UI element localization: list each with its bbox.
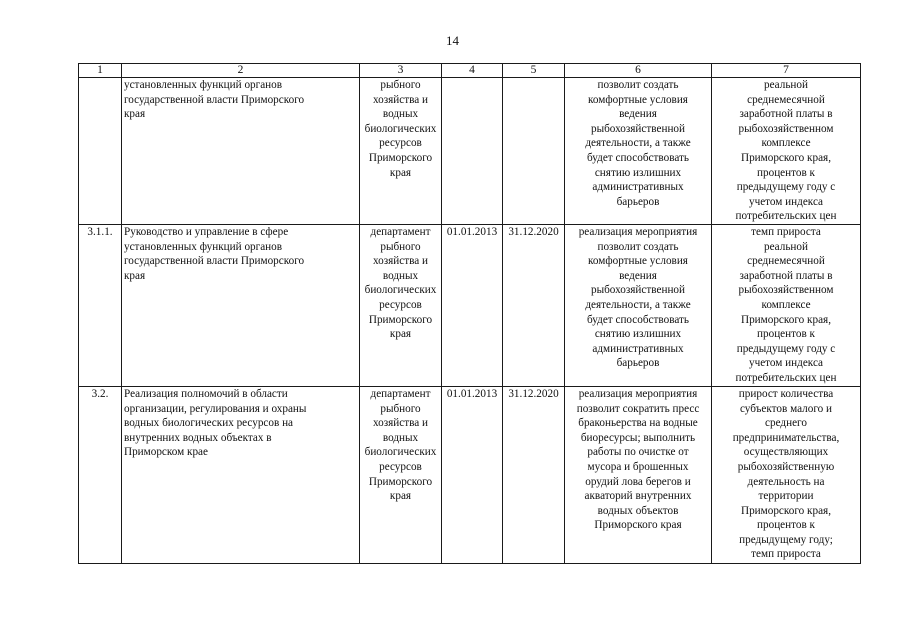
end-date: 31.12.2020 [503, 224, 565, 386]
responsible-executor: департамент рыбного хозяйства и водных биологических ресурсов Приморского края [360, 224, 442, 386]
activity-name: Руководство и управление в сфере установленных функций органов государственной власти Приморского края [122, 224, 360, 386]
item-number: 3.2. [79, 386, 122, 563]
page-number: 14 [446, 33, 459, 48]
item-number [79, 78, 122, 225]
table-row [79, 224, 861, 386]
column-number-6: 6 [565, 64, 712, 78]
expected-result: позволит создать комфортные условия ведения рыбохозяйственной деятельности, а также будет способствовать снятию излишних административных барьеров [565, 78, 712, 225]
column-number-3: 3 [360, 64, 442, 78]
target-indicator: прирост количества субъектов малого и среднего предпринимательства, осуществляющих рыбохозяйственную деятельность на территории Приморского края, процентов к предыдущему году; темп прироста [712, 386, 861, 563]
item-number: 3.1.1. [79, 224, 122, 386]
start-date [442, 78, 503, 225]
expected-result: реализация мероприятия позволит создать комфортные условия ведения рыбохозяйственной деятельности, а также будет способствовать снятию излишних административных барьеров [565, 224, 712, 386]
end-date [503, 78, 565, 225]
column-number-7: 7 [712, 64, 861, 78]
column-number-4: 4 [442, 64, 503, 78]
end-date: 31.12.2020 [503, 386, 565, 563]
column-number-2: 2 [122, 64, 360, 78]
table-row [79, 386, 861, 563]
start-date: 01.01.2013 [442, 224, 503, 386]
activity-name: Реализация полномочий в области организации, регулирования и охраны водных биологических ресурсов на внутренних водных объектах в Приморском крае [122, 386, 360, 563]
expected-result: реализация мероприятия позволит сократить пресс браконьерства на водные биоресурсы; выполнить работы по очистке от мусора и брошенных орудий лова берегов и акваторий внутренних водных объектов Приморского края [565, 386, 712, 563]
column-number-row [79, 64, 861, 78]
table-row [79, 78, 861, 225]
column-number-5: 5 [503, 64, 565, 78]
responsible-executor: департамент рыбного хозяйства и водных биологических ресурсов Приморского края [360, 386, 442, 563]
program-activities-table [78, 63, 861, 564]
responsible-executor: рыбного хозяйства и водных биологических ресурсов Приморского края [360, 78, 442, 225]
activity-name: установленных функций органов государственной власти Приморского края [122, 78, 360, 225]
target-indicator: реальной среднемесячной заработной платы в рыбохозяйственном комплексе Приморского края, процентов к предыдущему году с учетом индекса потребительских цен [712, 78, 861, 225]
column-number-1: 1 [79, 64, 122, 78]
start-date: 01.01.2013 [442, 386, 503, 563]
target-indicator: темп прироста реальной среднемесячной заработной платы в рыбохозяйственном комплексе Приморского края, процентов к предыдущему году с учетом индекса потребительских цен [712, 224, 861, 386]
